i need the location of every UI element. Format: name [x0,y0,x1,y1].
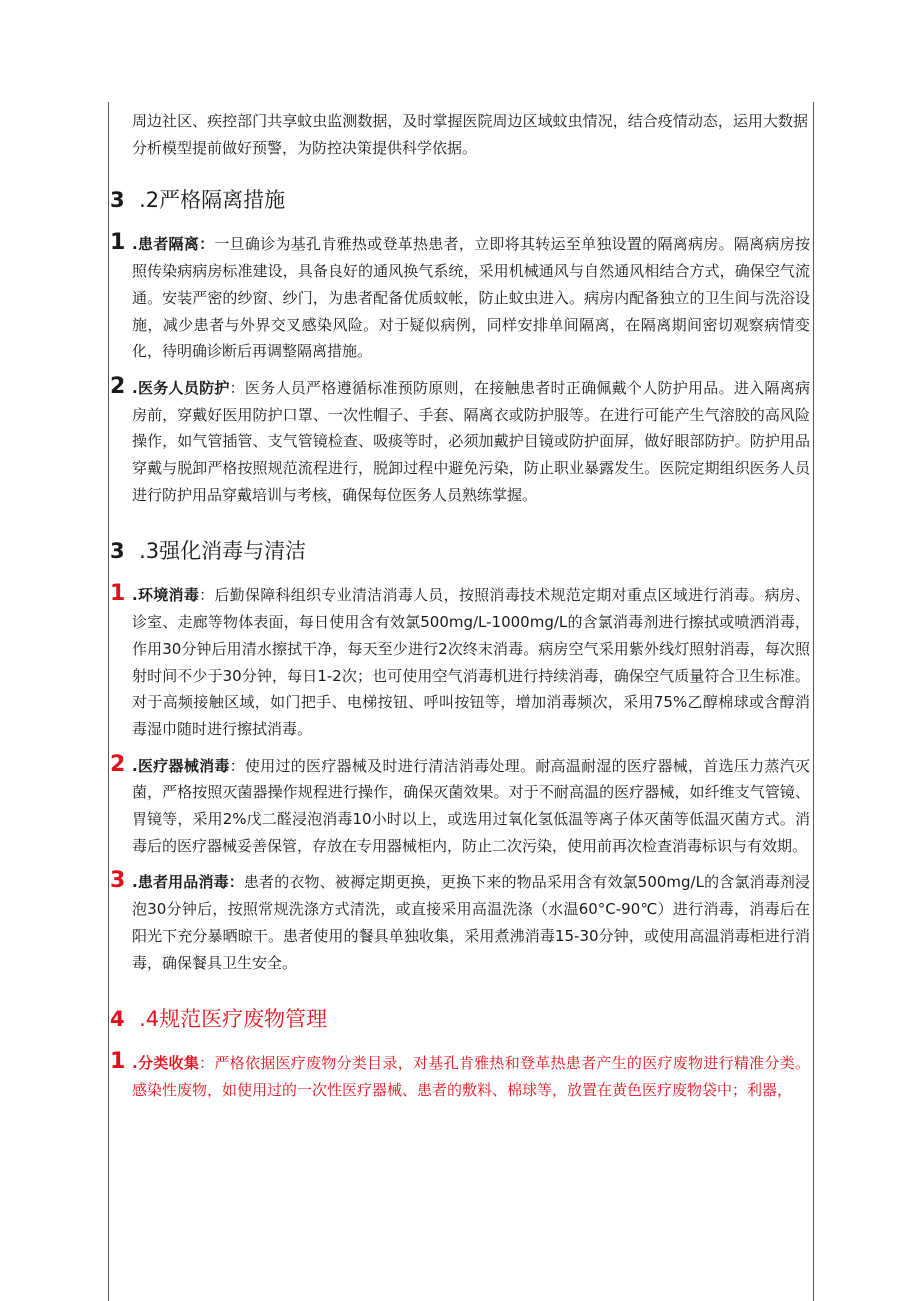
item-text: ：后勤保障科组织专业清洁消毒人员，按照消毒技术规范定期对重点区域进行消毒。病房、诊室、走廊等物体表面，每日使用含有效氯500mg∕L-1000mg∕L的含氯消毒剂进行擦拭或喷洒消毒，作用30分钟后用清水擦拭干净，每天至少进行2次终末消毒。病房空气采用紫外线灯照射消毒，每次照射时间不少于30分钟，每日1-2次；也可使用空气消毒机进行持续消毒，确保空气质量符合卫生标准。对于高频接触区域，如门把手、电梯按钮、呼叫按钮等，增加消毒频次，采用75%乙醇棉球或含醇消毒湿巾随时进行擦拭消毒。 [132,586,810,738]
section-heading-4-4 [110,1004,812,1034]
item-label: .患者隔离： [132,235,215,254]
item-text: ：使用过的医疗器械及时进行清洁消毒处理。耐高温耐湿的医疗器械，首选压力蒸汽灭菌，严格按照灭菌器操作规程进行操作，确保灭菌效果。对于不耐高温的医疗器械，如纤维支气管镜、胃镜等，采用2%戊二醛浸泡消毒10小时以上，或选用过氧化氢低温等离子体灭菌等低温灭菌方式。消毒后的医疗器械妥善保管，存放在专用器械柜内，防止二次污染，使用前再次检查消毒标识与有效期。 [132,756,810,855]
section-number: 4 [110,1007,126,1032]
list-item-patient-supplies-disinfection [110,869,812,976]
document-body [110,108,812,1104]
item-text: ：严格依据医疗废物分类目录，对基孔肯雅热和登革热患者产生的医疗废物进行精准分类。感染性废物，如使用过的一次性医疗器械、患者的敷料、棉球等，放置在黄色医疗废物袋中；利器， [132,1054,810,1099]
item-text: 一旦确诊为基孔肯雅热或登革热患者，立即将其转运至单独设置的隔离病房。隔离病房按照传染病病房标准建设，具备良好的通风换气系统，采用机械通风与自然通风相结合方式，确保空气流通。安装严密的纱窗、纱门，为患者配备优质蚊帐，防止蚊虫进入。病房内配备独立的卫生间与洗浴设施，减少患者与外界交叉感染风险。对于疑似病例，同样安排单间隔离，在隔离期间密切观察病情变化，待明确诊断后再调整隔离措施。 [132,235,810,361]
item-label: .患者用品消毒： [132,873,244,892]
item-number: 1 [110,1049,126,1075]
item-number: 1 [110,581,126,607]
section-title: .4规范医疗废物管理 [139,1007,328,1032]
item-number: 3 [110,868,126,894]
item-label: .环境消毒 [132,586,200,605]
item-text: 患者的衣物、被褥定期更换，更换下来的物品采用含有效氯500mg∕L的含氯消毒剂浸泡30分钟后，按照常规洗涤方式清洗，或直接采用高温洗涤（水温60°C-90℃）进行消毒，消毒后在阳光下充分暴晒晾干。患者使用的餐具单独收集，采用煮沸消毒15-30分钟，或使用高温消毒柜进行消毒，确保餐具卫生安全。 [132,873,811,972]
item-text: ：医务人员严格遵循标准预防原则，在接触患者时正确佩戴个人防护用品。进入隔离病房前，穿戴好医用防护口罩、一次性帽子、手套、隔离衣或防护服等。在进行可能产生气溶胶的高风险操作，如气管插管、支气管镜检查、吸痰等时，必须加戴护目镜或防护面屏，做好眼部防护。防护用品穿戴与脱卸严格按照规范流程进行，脱卸过程中避免污染，防止职业暴露发生。医院定期组织医务人员进行防护用品穿戴培训与考核，确保每位医务人员熟练掌握。 [132,378,810,504]
section-number: 3 [110,188,126,213]
section-title: .3强化消毒与清洁 [139,539,307,564]
section-number: 3 [110,539,126,564]
section-heading-3-2 [110,185,812,215]
item-number: 2 [110,751,126,777]
list-item-staff-protection [110,375,812,509]
item-label: .分类收集 [132,1054,200,1073]
list-item-device-disinfection [110,753,812,860]
intro-paragraph: 周边社区、疾控部门共享蚊虫监测数据，及时掌握医院周边区域蚊虫情况，结合疫情动态，运用大数据分析模型提前做好预警，为防控决策提供科学依据。 [132,112,808,157]
section-title: .2严格隔离措施 [139,188,286,213]
list-item-environment-disinfection [110,582,812,742]
item-label: .医务人员防护 [132,378,230,397]
list-item-patient-isolation [110,231,812,365]
list-item-classified-collection [110,1050,812,1103]
section-heading-3-3 [110,536,812,566]
item-label: .医疗器械消毒 [132,756,230,775]
item-number: 2 [110,373,126,399]
item-number: 1 [110,230,126,256]
